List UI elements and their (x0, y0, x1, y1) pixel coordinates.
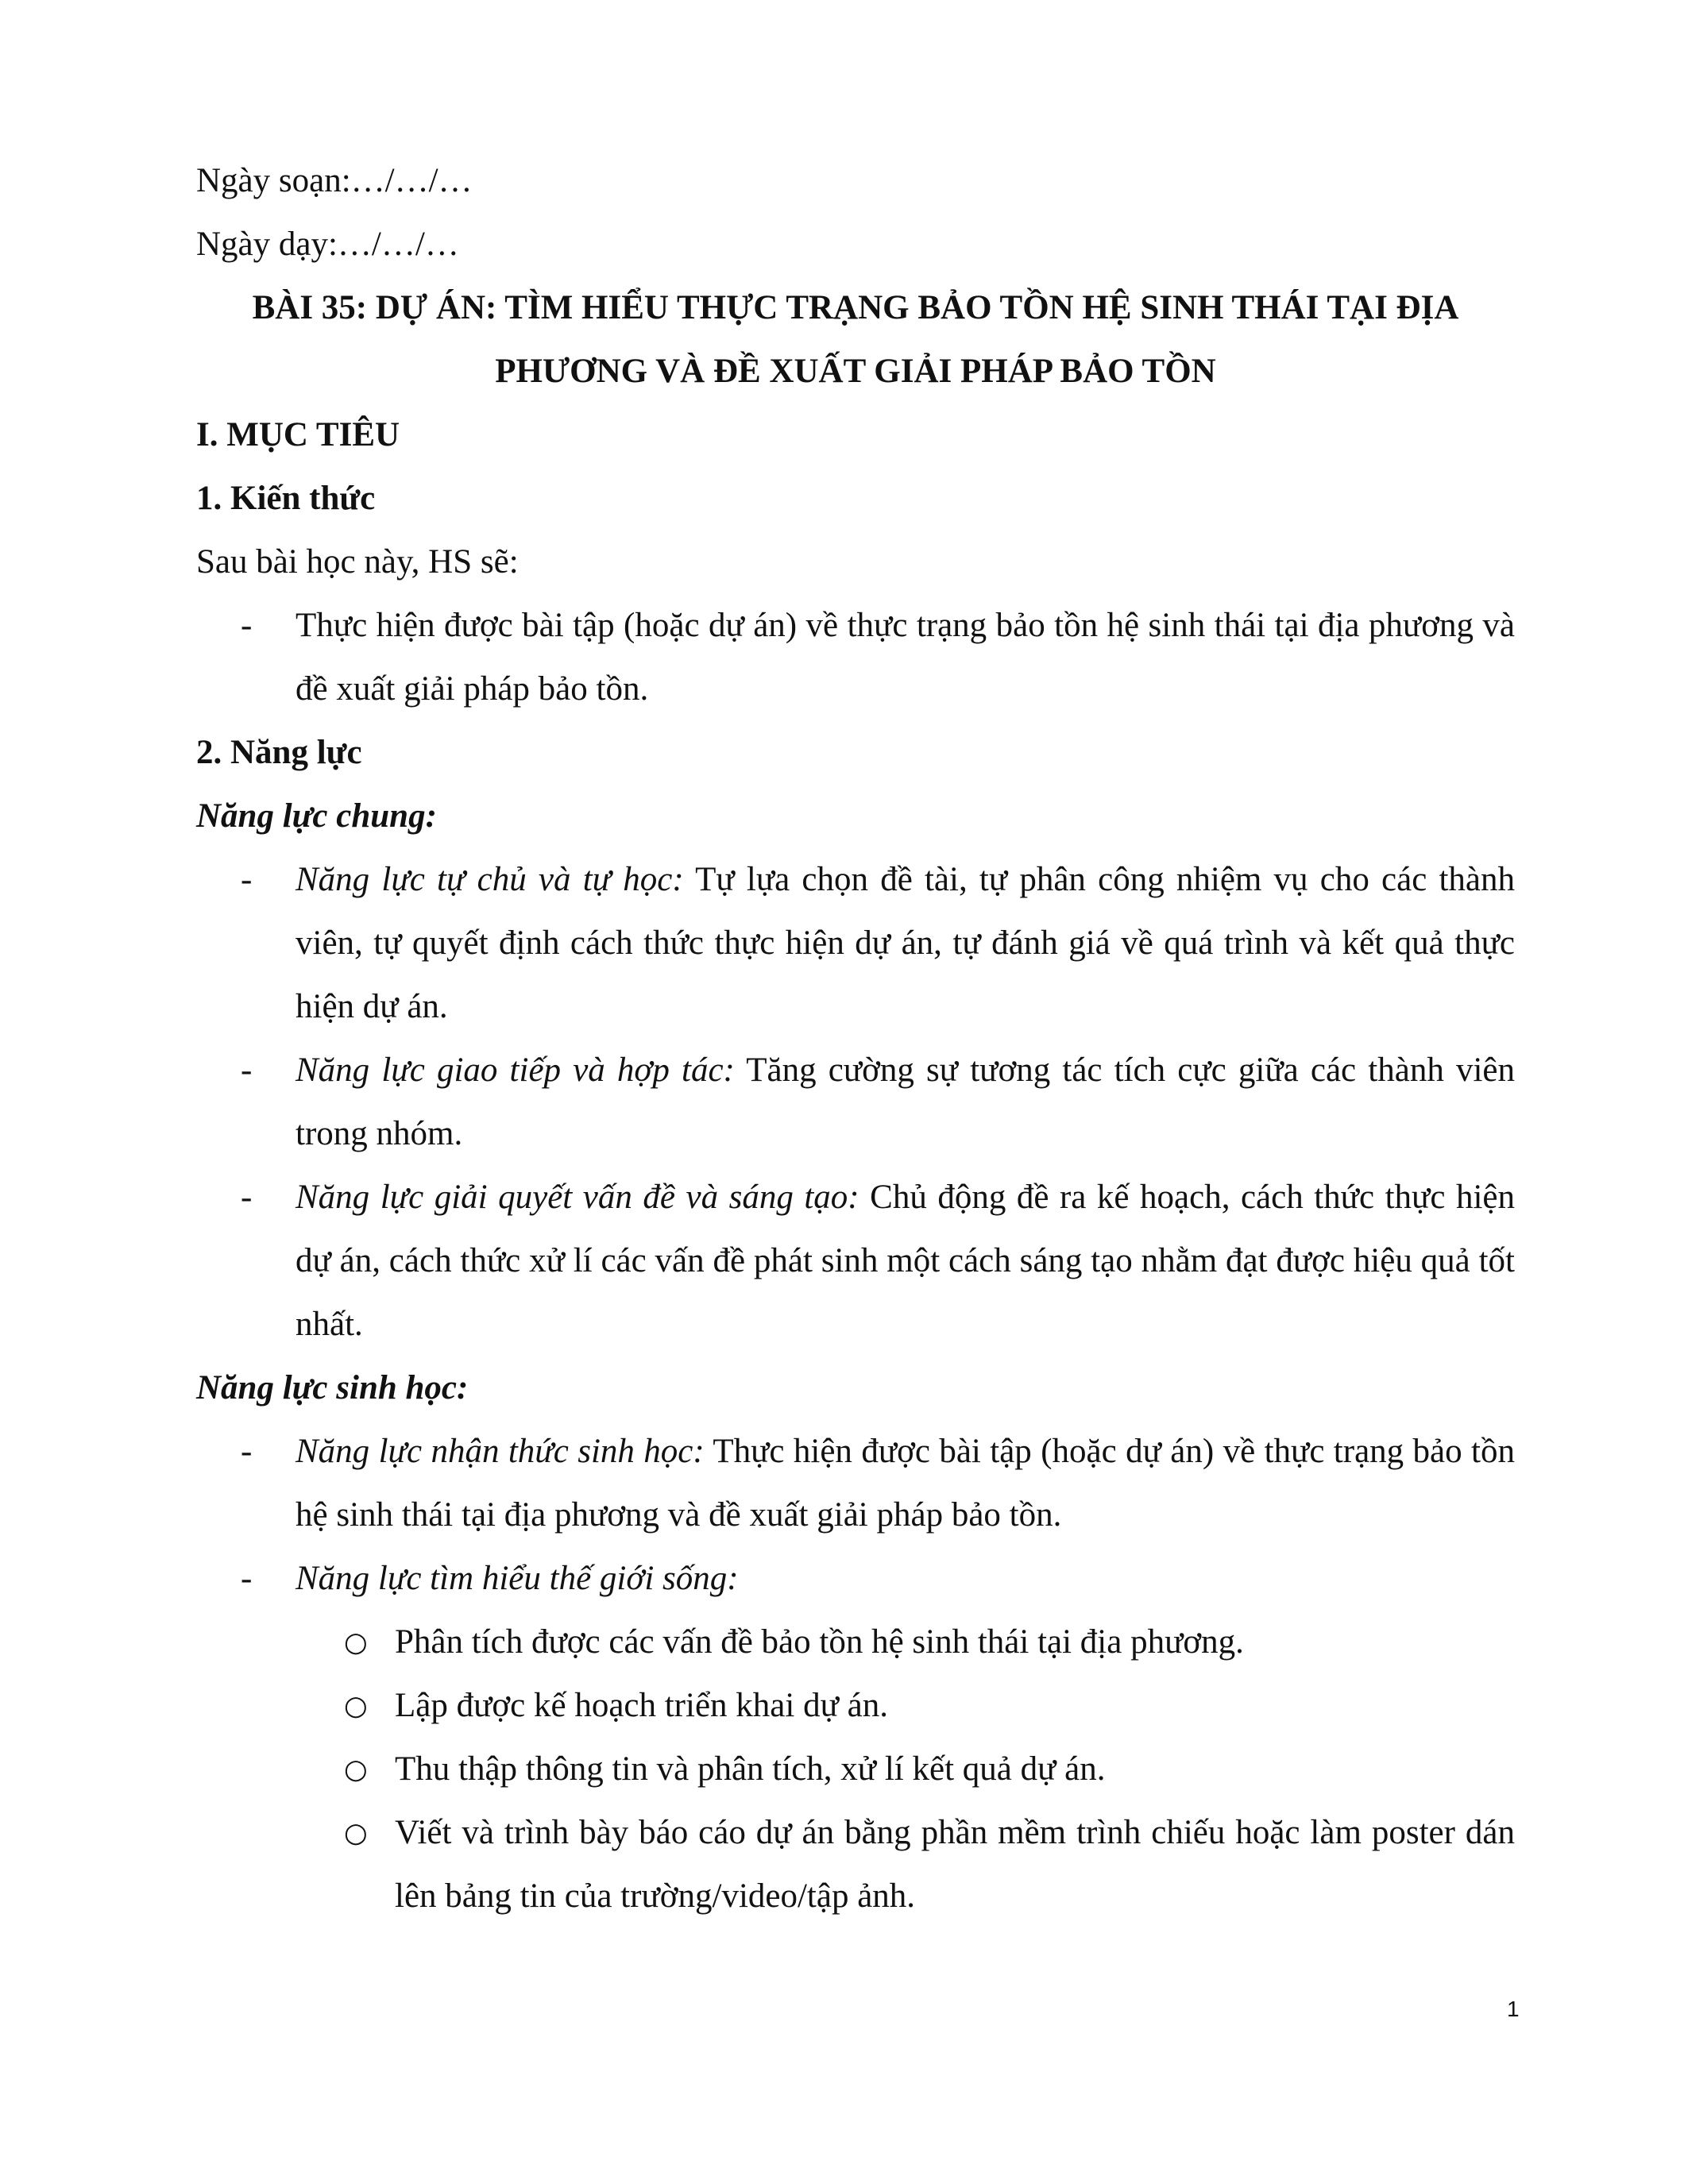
ngay-soan: Ngày soạn:…/…/… (196, 162, 473, 199)
subsection-heading-nang-luc: 2. Năng lực (196, 734, 362, 771)
list-dash: - (241, 607, 253, 644)
list-dash: - (241, 1560, 253, 1597)
sub-item: Phân tích được các vấn đề bảo tồn hệ sinh thái tại địa phương. (395, 1623, 1244, 1661)
nang-luc-tim-hieu-item (295, 1547, 1515, 1611)
circle-bullet-icon: ○ (344, 1690, 368, 1722)
item-text: Thực hiện được bài tập (hoặc dự án) về thực trạng bảo tồn hệ sinh thái tại địa phương và đề xuất giải pháp bảo tồn. (295, 1433, 1515, 1534)
circle-bullet-icon: ○ (344, 1817, 368, 1849)
item-label: Năng lực nhận thức sinh học: (295, 1433, 705, 1470)
circle-bullet-icon: ○ (344, 1626, 368, 1658)
item-label: Năng lực giao tiếp và hợp tác: (295, 1051, 735, 1089)
list-dash: - (241, 1179, 253, 1216)
ngay-day: Ngày dạy:…/…/… (196, 226, 459, 263)
nang-luc-chung-heading: Năng lực chung: (196, 797, 437, 835)
circle-bullet-icon: ○ (344, 1754, 368, 1785)
nang-luc-tu-chu-item (295, 848, 1515, 1039)
item-label: Năng lực giải quyết vấn đề và sáng tạo: (295, 1179, 859, 1216)
item-text: Tăng cường sự tương tác tích cực giữa các thành viên trong nhóm. (295, 1051, 1516, 1152)
subsection-heading-kien-thuc: 1. Kiến thức (196, 480, 376, 517)
page-number: 1 (1507, 1997, 1520, 2021)
item-label: Năng lực tự chủ và tự học: (295, 861, 684, 898)
lesson-title-line-2: PHƯƠNG VÀ ĐỀ XUẤT GIẢI PHÁP BẢO TỒN (495, 353, 1216, 390)
item-text: Tự lựa chọn đề tài, tự phân công nhiệm vụ cho các thành viên, tự quyết định cách thức thực hiện dự án, tự đánh giá về quá trình và kết quả thực hiện dự án. (295, 861, 1516, 1025)
sub-item: Thu thập thông tin và phân tích, xử lí kết quả dự án. (395, 1750, 1106, 1788)
sub-item: Lập được kế hoạch triển khai dự án. (395, 1687, 888, 1724)
nang-luc-giai-quyet-item (295, 1166, 1515, 1356)
nang-luc-giao-tiep-item (295, 1039, 1515, 1166)
section-heading-muc-tieu: I. MỤC TIÊU (196, 416, 400, 453)
sub-item: Viết và trình bày báo cáo dự án bằng phần mềm trình chiếu hoặc làm poster dán lên bảng tin của trường/video/tập ảnh. (395, 1814, 1515, 1915)
kien-thuc-intro: Sau bài học này, HS sẽ: (196, 543, 519, 581)
item-text: Chủ động đề ra kế hoạch, cách thức thực hiện dự án, cách thức xử lí các vấn đề phát sinh một cách sáng tạo nhằm đạt được hiệu quả tốt nhất. (295, 1179, 1515, 1343)
list-dash: - (241, 861, 253, 898)
nang-luc-sinh-hoc-heading: Năng lực sinh học: (196, 1369, 469, 1406)
nang-luc-nhan-thuc-item (295, 1420, 1515, 1547)
list-dash: - (241, 1433, 253, 1470)
item-label: Năng lực tìm hiểu thế giới sống: (295, 1560, 739, 1597)
list-dash: - (241, 1051, 253, 1089)
lesson-title-line-1: BÀI 35: DỰ ÁN: TÌM HIỂU THỰC TRẠNG BẢO TỒN HỆ SINH THÁI TẠI ĐỊA (252, 289, 1459, 326)
kien-thuc-item: Thực hiện được bài tập (hoặc dự án) về thực trạng bảo tồn hệ sinh thái tại địa phương và đề xuất giải pháp bảo tồn. (295, 607, 1515, 708)
